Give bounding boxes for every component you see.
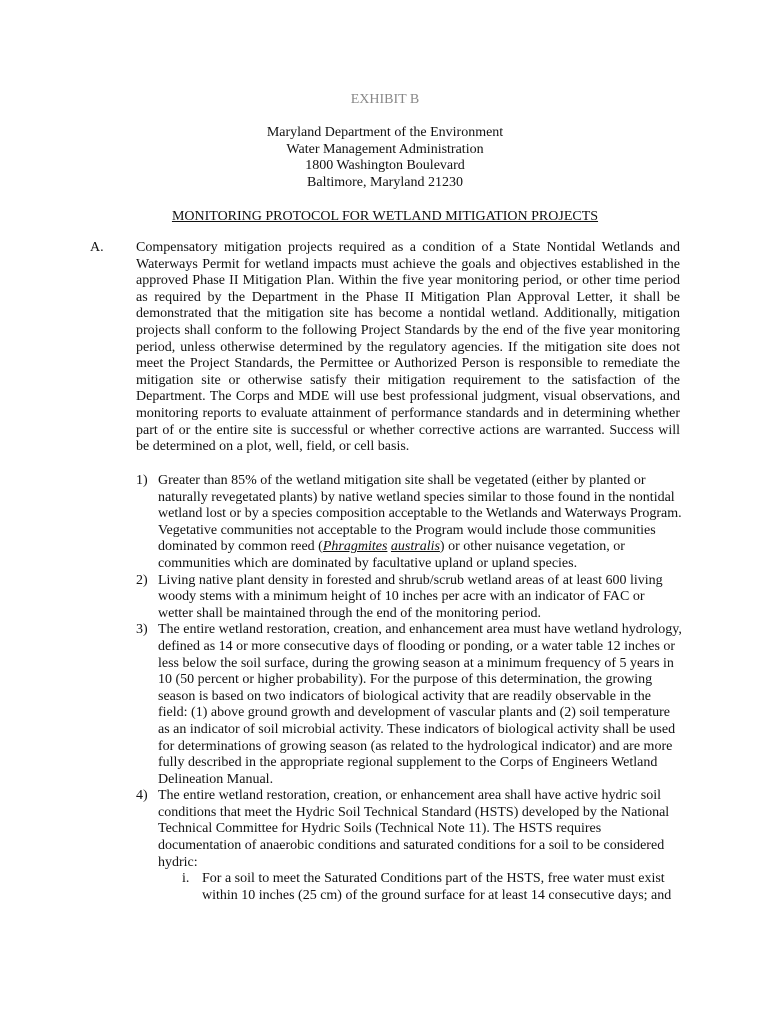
agency-address-block [0, 125, 770, 191]
sub-list-item-number: i. [182, 871, 190, 887]
list-item-number: 4) [136, 788, 148, 804]
list-item-number: 2) [136, 572, 148, 588]
list-item [136, 473, 682, 573]
agency-name: Maryland Department of the Environment [266, 125, 504, 140]
list-item-number: 1) [136, 473, 148, 488]
sub-list-item-text: For a soil to meet the Saturated Conditions part of the HSTS, free water must exist within 10 inches (25 cm) of the ground surface for at least 14 consecutive days; and [202, 871, 672, 903]
street-address: 1800 Washington Boulevard [305, 158, 465, 174]
genus-name: Phragmites [322, 539, 388, 555]
species-name: australis [390, 539, 440, 555]
list-item [136, 788, 682, 904]
list-item-text: Living native plant density in forested and shrub/scrub wetland areas of at least 600 living woody stems with a minimum height of 10 inches per acre with an indicator of FAC or wetter shall be maintained through the end of the monitoring period. [158, 572, 663, 621]
list-item [136, 573, 682, 623]
sub-list-item [178, 871, 682, 904]
project-standards-list [136, 473, 682, 904]
section-letter: A. [90, 240, 104, 255]
administration-name: Water Management Administration [286, 141, 484, 157]
city-state-zip: Baltimore, Maryland 21230 [307, 174, 463, 190]
list-item-number: 3) [136, 622, 148, 638]
exhibit-label: EXHIBIT B [350, 92, 420, 107]
list-item-text: The entire wetland restoration, creation, or enhancement area shall have active hydric soil conditions that meet the Hydric Soil Technical Standard (HSTS) developed by the National Technical Committee for Hydric Soils (Technical Note 11). The HSTS requires documentation of anaerobic conditions and saturated conditions for a soil to be considered hydric: [158, 788, 670, 870]
list-item-text: The entire wetland restoration, creation, and enhancement area must have wetland hydrology, defined as 14 or more consecutive days of flooding or ponding, or a water table 12 inches or less below the soil surface, during the growing season at a minimum frequency of 5 years in 10 (50 percent or higher probability). For the purpose of this determination, the growing season is based on two indicators of biological activity that are readily observable in the field: (1) above ground growth and development of vascular plants and (2) soil temperature as an indicator of soil microbial activity. These indicators of biological activity shall be used for determinations of growing season (as related to the hydrological indicator) and are more fully described in the appropriate regional supplement to the Corps of Engineers Wetland Delineation Manual. [158, 622, 682, 787]
document-heading: MONITORING PROTOCOL FOR WETLAND MITIGATION PROJECTS [171, 209, 599, 224]
list-item [136, 622, 682, 788]
section-a-paragraph: Compensatory mitigation projects required as a condition of a State Nontidal Wetlands and Waterways Permit for wetland impacts must achieve the goals and objectives established in the approved Phase II Mitigation Plan. Within the five year monitoring period, or other time period as required by the Department in the Phase II Mitigation Plan Approval Letter, it shall be demonstrated that the mitigation site has become a nontidal wetland. Additionally, mitigation projects shall conform to the following Project Standards by the end of the five year monitoring period, unless otherwise determined by the regulatory agencies. If the mitigation site does not meet the Project Standards, the Permittee or Authorized Person is responsible to remediate the mitigation site or otherwise satisfy their mitigation requirement to the satisfaction of the Department. The Corps and MDE will use best professional judgment, visual observations, and monitoring reports to evaluate attainment of performance standards and in determining whether part of or the entire site is successful or whether corrective actions are warranted. Success will be determined on a plot, well, field, or cell basis. [136, 240, 680, 455]
list-item-text: Greater than 85% of the wetland mitigation site shall be vegetated (either by planted or naturally revegetated plants) by native wetland species similar to those found in the nontidal wetland lost or by a species composition acceptable to the Wetlands and Waterways Program. Vegetative communities not acceptable to the Program would include those communities dominated by common reed ( [158, 473, 682, 555]
list-item-text: ) or other nuisance vegetation, or communities which are dominated by facultative upland or upland species. [158, 539, 625, 571]
